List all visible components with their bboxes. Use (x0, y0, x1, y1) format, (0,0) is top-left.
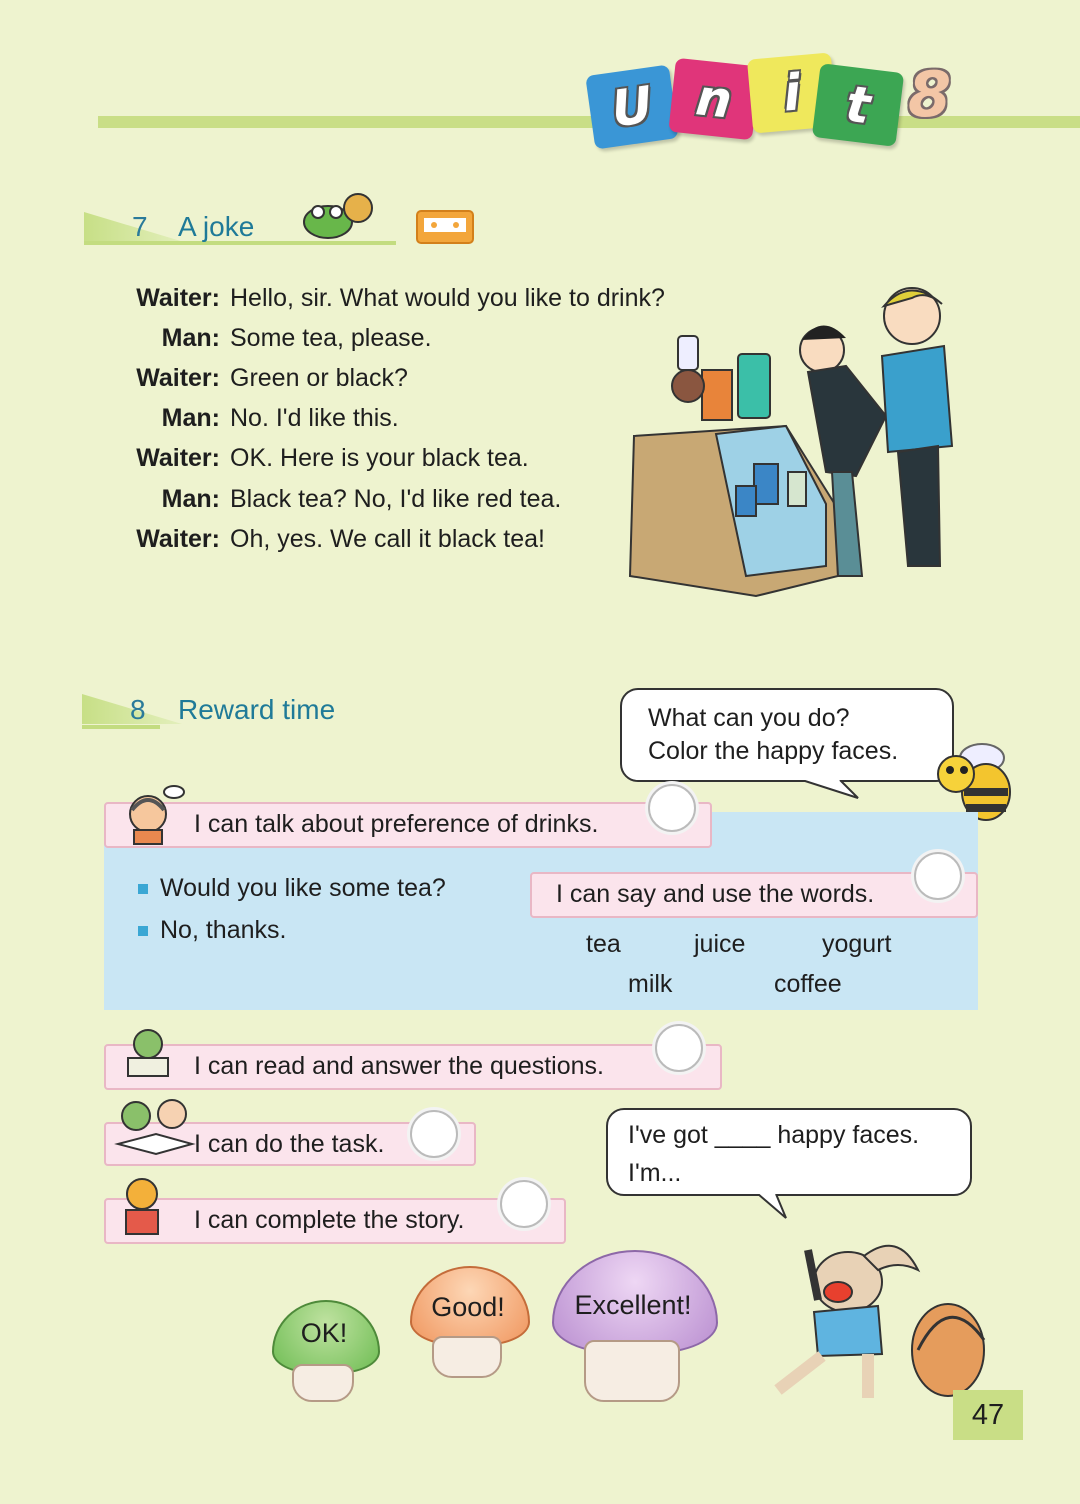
unit-tile-u: U (585, 65, 678, 150)
bullet-item: Would you like some tea? (138, 874, 446, 903)
dialogue-line: Man: Some tea, please. (161, 324, 432, 352)
bubble-tail (800, 780, 860, 800)
happy-face-icon[interactable] (648, 784, 696, 832)
rabbit-with-basket-icon (748, 1230, 998, 1410)
friends-reading-icon (112, 1094, 198, 1158)
mushroom-stem (292, 1364, 354, 1402)
mushroom-stem (584, 1340, 680, 1402)
section-number: 8 (130, 694, 146, 725)
reward-item-talk: I can talk about preference of drinks. (104, 802, 712, 848)
mushroom-label: Excellent! (574, 1290, 692, 1320)
section-underline (82, 725, 160, 729)
rabbit-speech-bubble: I've got ____ happy faces. I'm... (606, 1108, 972, 1196)
bubble-tail (756, 1194, 796, 1220)
reward-item-words: I can say and use the words. (530, 872, 978, 918)
bear-reading-icon (118, 1174, 168, 1238)
section-title: Reward time (178, 694, 336, 725)
section-number: 7 (132, 211, 148, 242)
unit-title (590, 48, 1010, 158)
reading-boy-icon (116, 1022, 182, 1082)
happy-face-icon[interactable] (914, 852, 962, 900)
reward-item-story: I can complete the story. (104, 1198, 566, 1244)
vocab-word: milk (628, 970, 673, 998)
teacher-icon (118, 780, 188, 846)
unit-number: 8 (908, 58, 952, 131)
frog-and-cat-icon (300, 188, 380, 243)
cassette-icon[interactable] (416, 210, 474, 244)
reward-item-task: I can do the task. (104, 1122, 476, 1166)
mushroom-label: Good! (431, 1292, 505, 1322)
vocab-word: tea (586, 930, 621, 958)
dialogue-line: Man: Black tea? No, I'd like red tea. (161, 485, 562, 513)
unit-tile-t: t (812, 63, 904, 147)
mushroom-label: OK! (300, 1318, 348, 1348)
vocab-word: yogurt (822, 930, 892, 958)
happy-face-icon[interactable] (410, 1110, 458, 1158)
happy-face-icon[interactable] (655, 1024, 703, 1072)
vocab-word: coffee (774, 970, 842, 998)
dialogue-line: Waiter: OK. Here is your black tea. (136, 444, 529, 472)
unit-tile-i: i (747, 52, 837, 133)
section-title: A joke (178, 211, 255, 242)
dialogue-line: Waiter: Green or black? (136, 364, 408, 392)
dialogue-line: Waiter: Hello, sir. What would you like to drink? (136, 284, 665, 312)
bullet-item: No, thanks. (138, 916, 286, 945)
dialogue-line: Waiter: Oh, yes. We call it black tea! (136, 525, 545, 553)
vocab-word: juice (694, 930, 746, 958)
mushroom-stem (432, 1336, 502, 1378)
page-number: 47 (953, 1390, 1023, 1440)
happy-face-icon[interactable] (500, 1180, 548, 1228)
dialogue-line: Man: No. I'd like this. (161, 404, 399, 432)
bee-speech-bubble: What can you do? Color the happy faces. (620, 688, 954, 782)
tea-counter-illustration (626, 276, 976, 606)
reward-item-read: I can read and answer the questions. (104, 1044, 722, 1090)
unit-tile-n: n (668, 58, 759, 140)
